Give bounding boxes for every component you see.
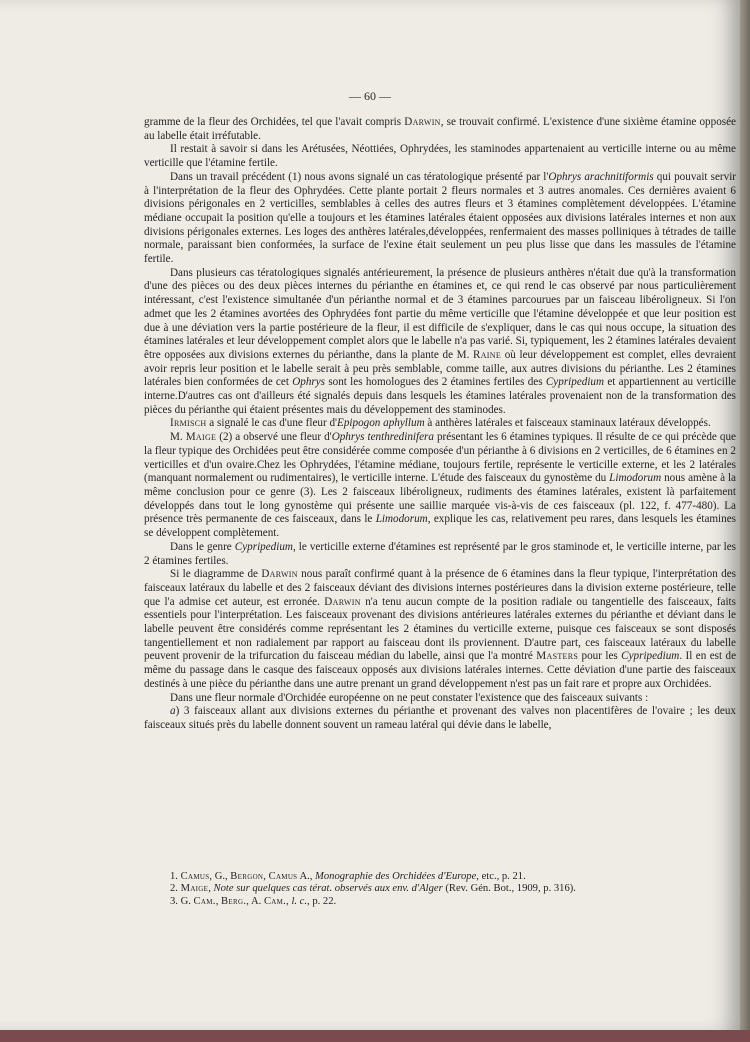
paragraph — [144, 705, 736, 732]
text-run: 1. — [170, 871, 181, 882]
text-run: , — [263, 871, 269, 882]
paragraph — [144, 143, 736, 170]
text-run: à anthères latérales et faisceaux staminaux latéraux développés. — [424, 417, 711, 430]
author-name: Camus — [180, 871, 210, 882]
italic-run: Cypripedium — [234, 540, 293, 553]
paragraph — [144, 267, 736, 418]
text-run: Dans une fleur normale d'Orchidée européenne on ne peut constater l'existence que des faisceaux suivants : — [170, 691, 649, 704]
italic-run: Ophrys tenthredinifera — [331, 431, 434, 444]
text-run: présentant les 6 étamines typiques. Il résulte de ce qui précède que la fleur typique des Orchidées peut être considérée comme composée d'un périanthe à 6 divisions en 2 verticilles, de 6 étamines en 2 verticilles et d'un ovaire.Chez les Ophrydées, l'étamine médiane, toujours fertile, représente le verticille externe, et les 2 latérales (manquant normalement ou rudimentaires), le verticille interne. L'étude des faisceaux du gynostème du — [144, 431, 736, 485]
text-run: Dans un travail précédent (1) nous avons signalé un cas tératologique présenté par l' — [170, 170, 549, 183]
paragraph — [144, 171, 736, 267]
italic-run: Note sur quelques cas térat. observés aux env. d'Alger — [213, 883, 443, 895]
text-run: nous paraît confirmé quant à la présence de 6 étamines dans la fleur typique, l'interprétation des faisceaux latéraux du labelle et des 2 faisceaux déviant des divisions internes postérieures dans la division externe postérieure, telle que l'a admise cet auteur, est erronée. — [144, 568, 736, 608]
page-number: — 60 — — [349, 89, 391, 103]
italic-run: Ophrys — [292, 376, 326, 389]
text-run: pour les — [578, 650, 622, 663]
text-run: n'a tenu aucun compte de la position radiale ou tangentielle des faisceaux, faits essentiels pour l'interprétation. Les faisceaux provenant des divisions antérieures latérales externes du périanthe et déviant dans le labelle peuvent être considérés comme représentant les 2 étamines du verticille externe, puisque ces faisceaux se sont disposés tangentiellement et non radialement par rapport au faisceau dont ils proviennent. D'autre part, ces faisceaux latéraux du labelle peuvent provenir de la trifurcation du faisceau médian du labelle, ainsi que l'a montré — [144, 595, 736, 663]
text-run: , — [286, 895, 292, 907]
text-run: Dans le genre — [170, 540, 235, 553]
text-run: . Il en est de même du passage dans le casque des faisceaux opposés aux divisions latérales internes. Cette déviation d'une partie des faisceaux destinés à une pièce du périanthe dans une autre prenant un grand développement n'est pas un fait rare et propre aux Orchidées. — [144, 650, 737, 690]
italic-run: Cypripedium — [545, 376, 605, 389]
text-run: A., — [297, 871, 316, 882]
author-name: Masters — [536, 650, 579, 663]
footnote — [170, 871, 710, 883]
text-run: Si le diagramme de — [170, 568, 262, 581]
text-run: où leur développement est complet, elles devraient avoir repris leur position et le labelle serait à peu près semblable, comme taille, aux autres divisions du périanthe. Les 2 étamines latérales bien conformées de cet — [144, 348, 737, 389]
paragraph — [144, 431, 736, 541]
italic-run: Cypripedium — [621, 650, 680, 663]
text-run: , p. 22. — [307, 895, 337, 907]
paragraph — [144, 692, 736, 706]
text-run: Il restait à savoir si dans les Arétusées, Néottiées, Ophrydées, les staminodes appartenaient au verticille interne ou au même verticille que l'étamine fertile. — [144, 143, 736, 170]
text-run: a signalé le cas d'une fleur d' — [206, 417, 338, 430]
author-name: Camus — [268, 871, 298, 882]
text-run: , — [208, 883, 214, 895]
author-name: Berg. — [221, 895, 247, 907]
paragraph — [144, 417, 736, 431]
body-text — [144, 116, 736, 733]
italic-run: Epipogon aphyllum — [337, 417, 425, 430]
author-name: Maige — [185, 431, 217, 444]
author-name: Cam. — [193, 895, 216, 907]
author-name: Raine — [473, 348, 502, 361]
text-run: nous amène à la même conclusion pour ce genre (3). Les 2 faisceaux libéroligneux, rudiments des étamines latérales, existent là parfaitement développés dans tout le long gynostème qui présente une saillie marquée vis-à-vis de ces faisceaux (pl. 122, f. 477-480). La présence très permanente de ces faisceaux, dans le — [144, 472, 736, 526]
footnote — [170, 896, 710, 908]
italic-run: l. c. — [291, 895, 308, 907]
paragraph — [144, 568, 736, 691]
text-run: , etc., p. 21. — [476, 871, 526, 882]
author-name: Darwin — [404, 116, 441, 128]
author-name: Irmisch — [170, 417, 207, 430]
text-run: ) 3 faisceaux allant aux divisions externes du périanthe et provenant des valves non placentifères de l'ovaire ; les deux faisceaux situés près du labelle donnent souvent un rameau latéral qui dévie dans le labelle, — [144, 705, 736, 731]
text-run: , A. — [246, 895, 264, 907]
paragraph — [144, 116, 736, 143]
book-cover-edge — [0, 1030, 750, 1042]
author-name: Cam. — [263, 895, 287, 907]
author-name: Maige — [180, 883, 209, 895]
text-run: Dans plusieurs cas tératologiques signalés antérieurement, la présence de plusieurs anthères n'était due qu'à la transformation d'une des pièces ou des deux pièces internes du périanthe en étamines et, ce qui rend le cas observé par nous particulièrement intéressant, c'est l'existence simultanée d'un périanthe normal et de 3 étamines parcourues par un faisceau libéroligneux. Si l'on admet que les 2 étamines avortées des Ophrydées font partie du même verticille que l'étamine développée et que leur position est due à une déviation vers la partie postérieure de la fleur, il est difficile de s'expliquer, dans le cas qui nous occupe, la situation des étamines latérales et leur développement complet alors que le labelle n'a pas varié. Si, typiquement, les 2 étamines latérales devaient être opposées aux divisions externes du périanthe, dans la plante de M. — [144, 266, 736, 361]
text-run: , le verticille externe d'étamines est représenté par le gros staminode et, le verticille interne, par les 2 étamines fertiles. — [144, 540, 736, 567]
text-run: qui pouvait servir à l'interprétation de la fleur des Ophrydées. Cette plante portait 2 fleurs normales et 3 autres anomales. Ces dernières avaient 6 divisions périgonales en 2 verticilles, semblables à celles des autres fleurs et 3 étamines complètement développées. L'étamine médiane occupait la position qu'elle a toujours et les étamines latérales étaient opposées aux divisions latérales internes et non aux divisions périgonales externes. Les loges des anthères latérales,développées, renfermaient des masses polliniques à tétrades de taille normale, paraissant bien conformées, la surface de l'exine était seulement un peu plus lisse que dans les massules de l'étamine fertile. — [144, 170, 737, 266]
author-name: Darwin — [324, 595, 361, 608]
italic-run: a — [170, 705, 176, 718]
text-run: (Rev. Gén. Bot., 1909, p. 316). — [442, 883, 576, 895]
footnote — [170, 883, 710, 895]
text-run: 3. G. — [170, 895, 194, 907]
italic-run: Limodorum — [609, 472, 662, 485]
text-run: 2. — [170, 883, 181, 895]
author-name: Darwin — [261, 568, 298, 581]
text-run: gramme de la fleur des Orchidées, tel que l'avait compris — [144, 116, 405, 128]
text-run: , — [215, 895, 222, 907]
paragraph — [144, 541, 736, 568]
text-run: (2) a observé une fleur d' — [216, 431, 332, 444]
italic-run: Monographie des Orchidées d'Europe — [315, 871, 477, 882]
author-name: Bergon — [230, 871, 264, 882]
text-run: , explique les cas, relativement peu rares, dans lesquels les étamines se développent complètement. — [144, 513, 737, 540]
italic-run: Ophrys arachnitiformis — [548, 170, 654, 183]
text-run: sont les homologues des 2 étamines fertiles des — [325, 376, 546, 389]
text-run: , se trouvait confirmé. L'existence d'une sixième étamine opposée au labelle était irréfutable. — [144, 116, 736, 142]
text-run: M. — [170, 431, 186, 444]
text-run: et appartiennent au verticille interne.D'autres cas ont d'ailleurs été signalés depuis dans lesquels les étamines latérales provenaient non de la transformation des pièces du périanthe qui étaient présentes mais du développement des staminodes. — [144, 376, 736, 416]
page-edge-shadow — [740, 0, 750, 1030]
footnotes — [170, 871, 710, 908]
italic-run: Limodorum — [375, 513, 428, 526]
text-run: , G., — [209, 871, 231, 882]
